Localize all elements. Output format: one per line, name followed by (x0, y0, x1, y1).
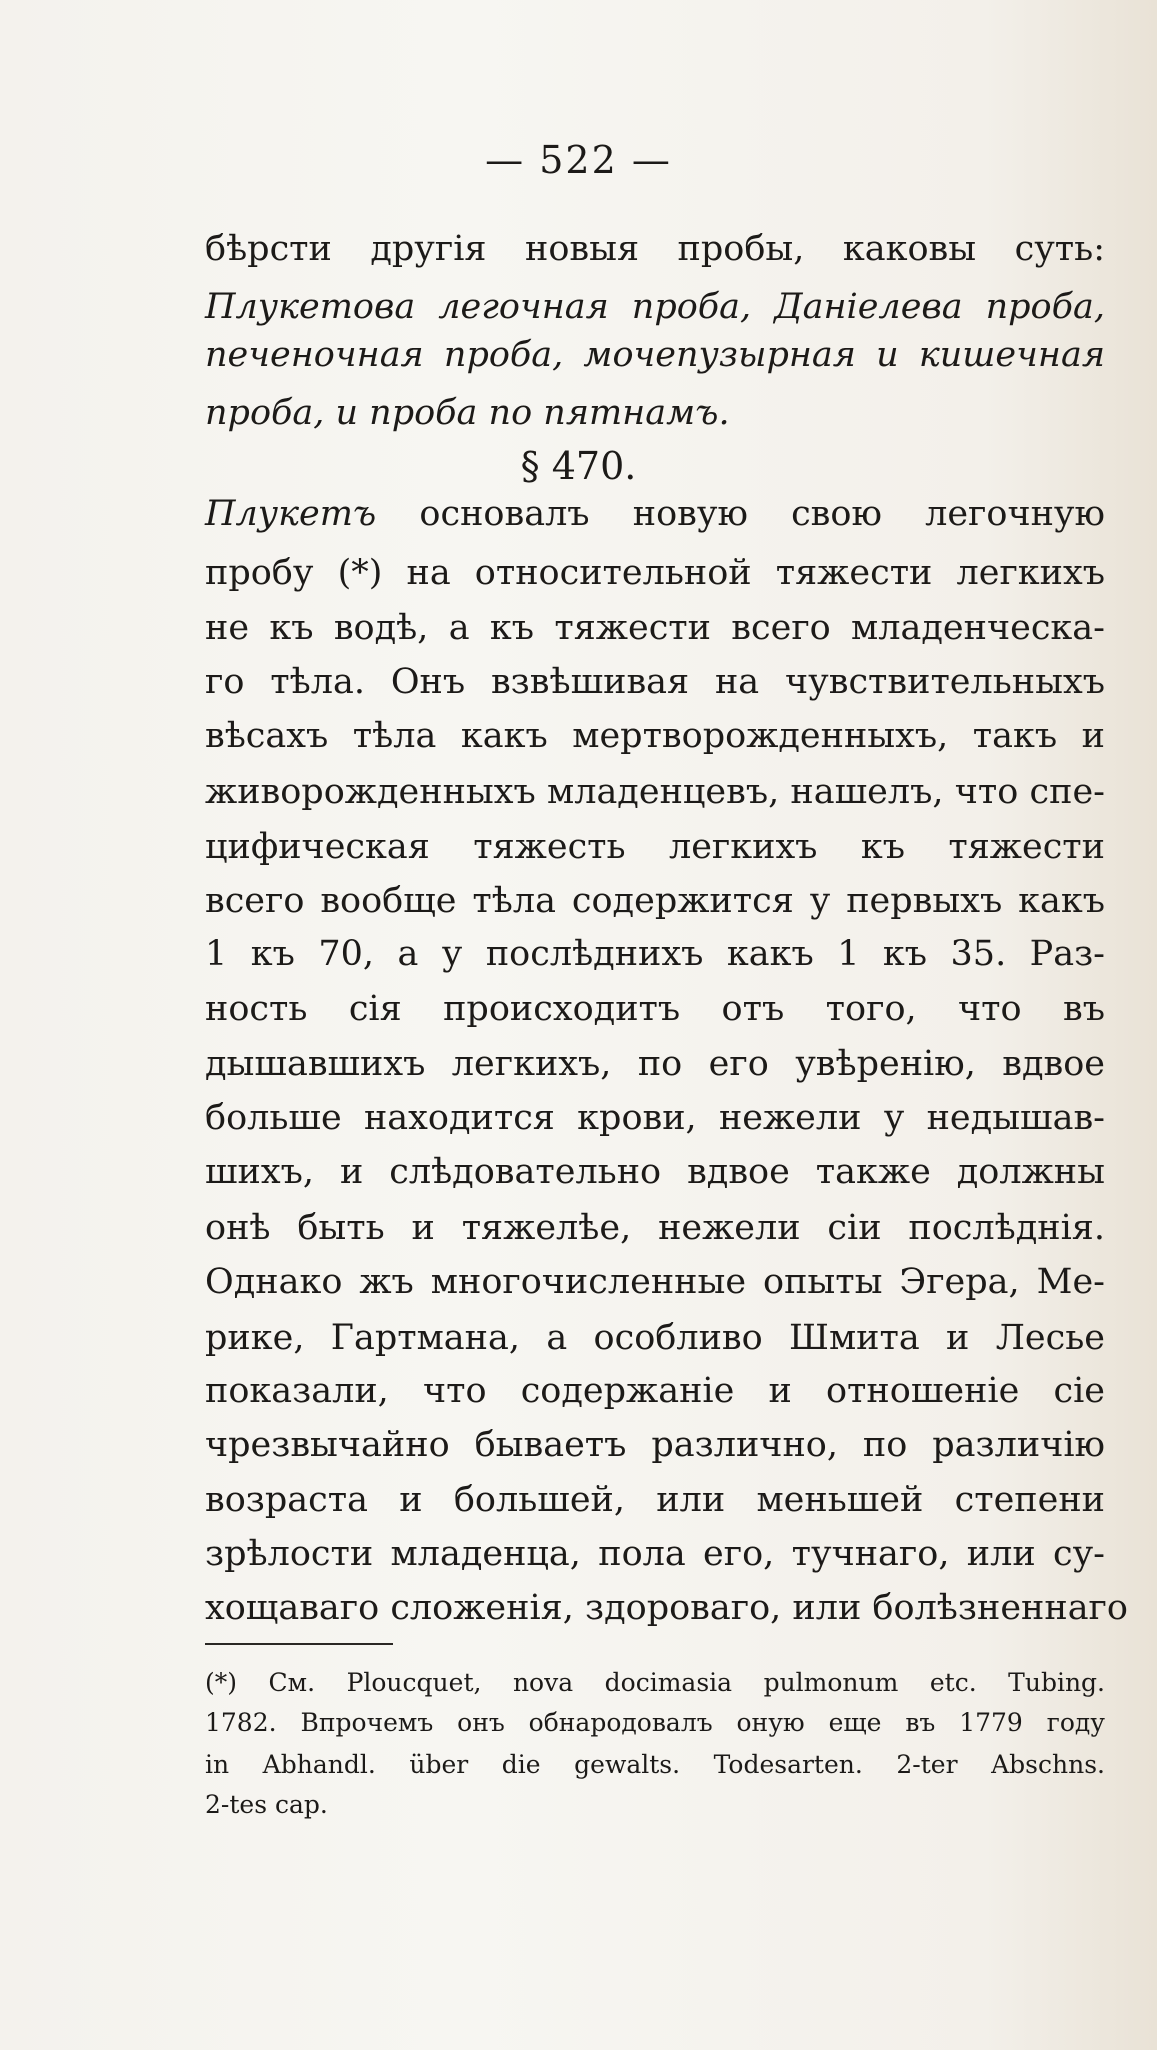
text-line: шихъ, и слѣдовательно вдвое также должны (205, 1152, 1105, 1192)
text-line: больше находится крови, нежели у недышав- (205, 1098, 1105, 1138)
text-line: чрезвычайно бываетъ различно, по различію (205, 1425, 1105, 1465)
text-line: зрѣлости младенца, пола его, тучнаго, или су- (205, 1534, 1105, 1574)
text-line: хощаваго сложенія, здороваго, или болѣзненнаго (205, 1588, 1128, 1628)
footnote-line: in Abhandl. über die gewalts. Todesarten. 2-ter Abschns. (205, 1750, 1105, 1779)
text-line: Плукетъ основалъ новую свою легочную (205, 494, 1105, 534)
text-line: Плукетова легочная проба, Даніелева проба, (205, 287, 1105, 327)
text-line: цифическая тяжесть легкихъ къ тяжести (205, 827, 1105, 867)
text-line: рике, Гартмана, а особливо Шмита и Лесье (205, 1318, 1105, 1358)
text-line: проба, и проба по пятнамъ. (205, 393, 730, 433)
text-line: живорожденныхъ младенцевъ, нашелъ, что спе- (205, 772, 1105, 812)
text-line: возраста и большей, или меньшей степени (205, 1480, 1105, 1520)
text-line: вѣсахъ тѣла какъ мертворожденныхъ, такъ и (205, 716, 1105, 756)
text-line: печеночная проба, мочепузырная и кишечная (205, 335, 1105, 375)
text-line: онѣ быть и тяжелѣе, нежели сіи послѣднія. (205, 1208, 1105, 1248)
text-line: Однако жъ многочисленные опыты Эгера, Ме- (205, 1262, 1105, 1302)
text-line: бѣрсти другія новыя пробы, каковы суть: (205, 229, 1105, 269)
text-line: ность сія происходитъ отъ того, что въ (205, 989, 1105, 1029)
text-line: показали, что содержаніе и отношеніе сіе (205, 1371, 1105, 1411)
text-line: дышавшихъ легкихъ, по его увѣренію, вдвое (205, 1044, 1105, 1084)
section-heading: § 470. (520, 444, 637, 488)
text-line: 1 къ 70, а у послѣднихъ какъ 1 къ 35. Раз- (205, 934, 1105, 974)
footnote-line: 1782. Впрочемъ онъ обнародовалъ оную еще въ 1779 году (205, 1708, 1105, 1737)
text-line: не къ водѣ, а къ тяжести всего младенческа- (205, 608, 1105, 648)
text-line: го тѣла. Онъ взвѣшивая на чувствительныхъ (205, 662, 1105, 702)
text-line: всего вообще тѣла содержится у первыхъ какъ (205, 881, 1105, 921)
footnote-line: (*) См. Ploucquet, nova docimasia pulmonum etc. Tubing. (205, 1668, 1105, 1697)
page-number: — 522 — (485, 138, 672, 182)
footnote-rule (205, 1643, 393, 1645)
text-line: пробу (*) на относительной тяжести легкихъ (205, 553, 1105, 593)
footnote-line: 2-tes cap. (205, 1790, 328, 1819)
